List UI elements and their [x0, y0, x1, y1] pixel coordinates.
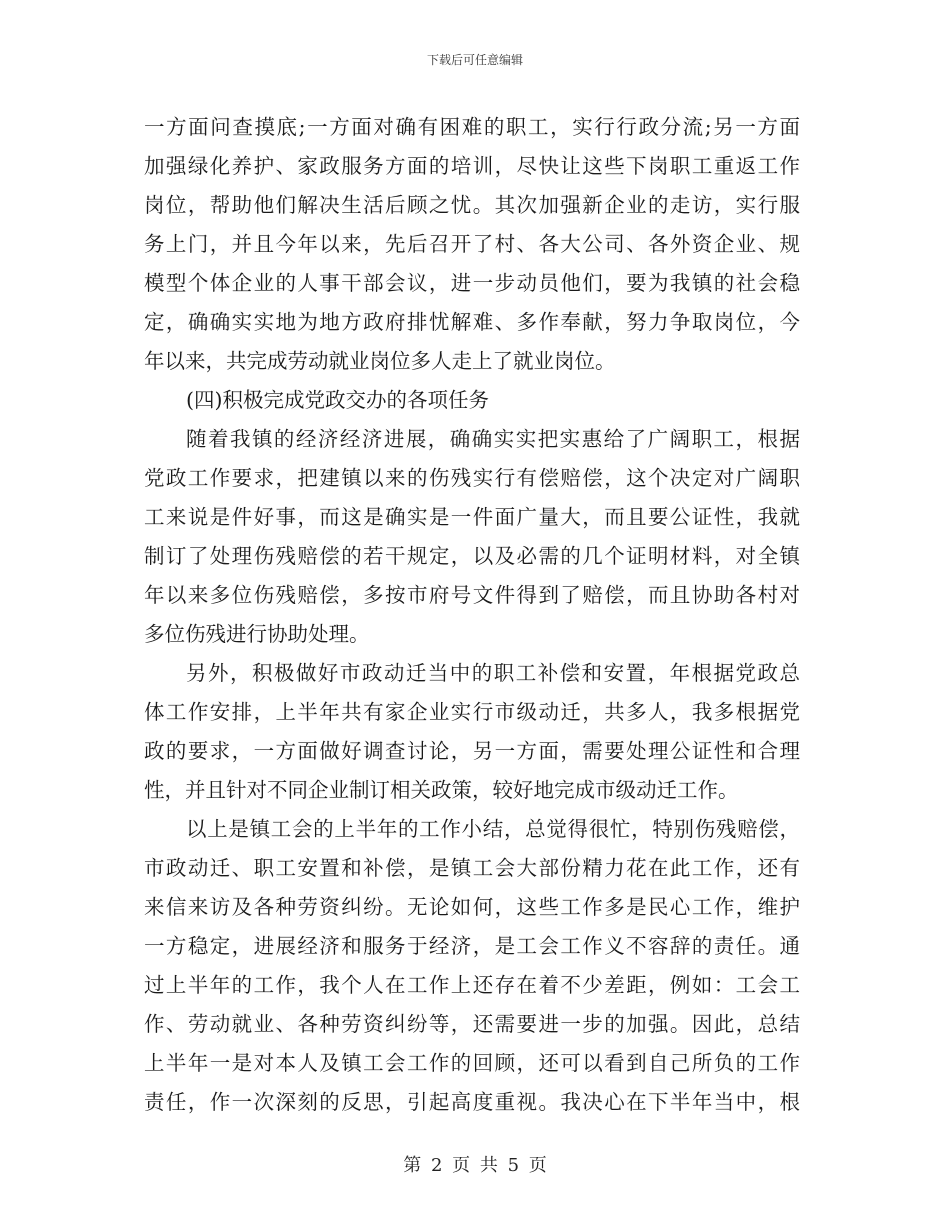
page-number: 第 2 页 共 5 页: [403, 1155, 547, 1176]
header-note: 下载后可任意编辑: [426, 53, 523, 67]
text-line: 以上是镇工会的上半年的工作小结，总觉得很忙，特别伤残赔偿，: [186, 817, 800, 841]
document-body: [144, 108, 800, 1122]
text-line: 党政工作要求，把建镇以来的伤残实行有偿赔偿，这个决定对广阔职: [144, 466, 800, 490]
text-line: 岗位，帮助他们解决生活后顾之忧。其次加强新企业的走访，实行服: [144, 193, 800, 217]
text-line: 年以来，共完成劳动就业岗位多人走上了就业岗位。: [144, 349, 616, 373]
text-line: 一方面问查摸底;一方面对确有困难的职工，实行行政分流;另一方面: [144, 115, 800, 139]
text-line: 过上半年的工作，我个人在工作上还存在着不少差距，例如：工会工: [144, 973, 800, 997]
text-line: 性，并且针对不同企业制订相关政策，较好地完成市级动迁工作。: [144, 778, 739, 802]
text-line: 制订了处理伤残赔偿的若干规定，以及必需的几个证明材料，对全镇: [144, 544, 800, 568]
text-line: 工来说是件好事，而这是确实是一件面广量大，而且要公证性，我就: [144, 505, 800, 529]
text-line: 市政动迁、职工安置和补偿，是镇工会大部份精力花在此工作，还有: [144, 856, 800, 880]
text-line: 另外，积极做好市政动迁当中的职工补偿和安置，年根据党政总: [186, 661, 800, 685]
text-line: 一方稳定，进展经济和服务于经济，是工会工作义不容辞的责任。通: [144, 934, 800, 958]
text-line: (四)积极完成党政交办的各项任务: [186, 388, 489, 412]
text-line: 作、劳动就业、各种劳资纠纷等，还需要进一步的加强。因此，总结: [144, 1012, 800, 1036]
text-line: 年以来多位伤残赔偿，多按市府号文件得到了赔偿，而且协助各村对: [144, 583, 800, 607]
text-line: 上半年一是对本人及镇工会工作的回顾，还可以看到自己所负的工作: [144, 1051, 800, 1075]
text-line: 政的要求，一方面做好调查讨论，另一方面，需要处理公证性和合理: [144, 739, 800, 763]
text-line: 定，确确实实地为地方政府排忧解难、多作奉献，努力争取岗位，今: [144, 310, 800, 334]
text-line: 来信来访及各种劳资纠纷。无论如何，这些工作多是民心工作，维护: [144, 895, 800, 919]
text-line: 责任，作一次深刻的反思，引起高度重视。我决心在下半年当中，根: [144, 1090, 800, 1114]
text-line: 加强绿化养护、家政服务方面的培训，尽快让这些下岗职工重返工作: [144, 154, 800, 178]
text-line: 务上门，并且今年以来，先后召开了村、各大公司、各外资企业、规: [144, 232, 800, 256]
text-line: 多位伤残进行协助处理。: [144, 622, 370, 646]
text-line: 模型个体企业的人事干部会议，进一步动员他们，要为我镇的社会稳: [144, 271, 800, 295]
text-line: 随着我镇的经济经济进展，确确实实把实惠给了广阔职工，根据: [186, 427, 800, 451]
text-line: 体工作安排，上半年共有家企业实行市级动迁，共多人，我多根据党: [144, 700, 800, 724]
